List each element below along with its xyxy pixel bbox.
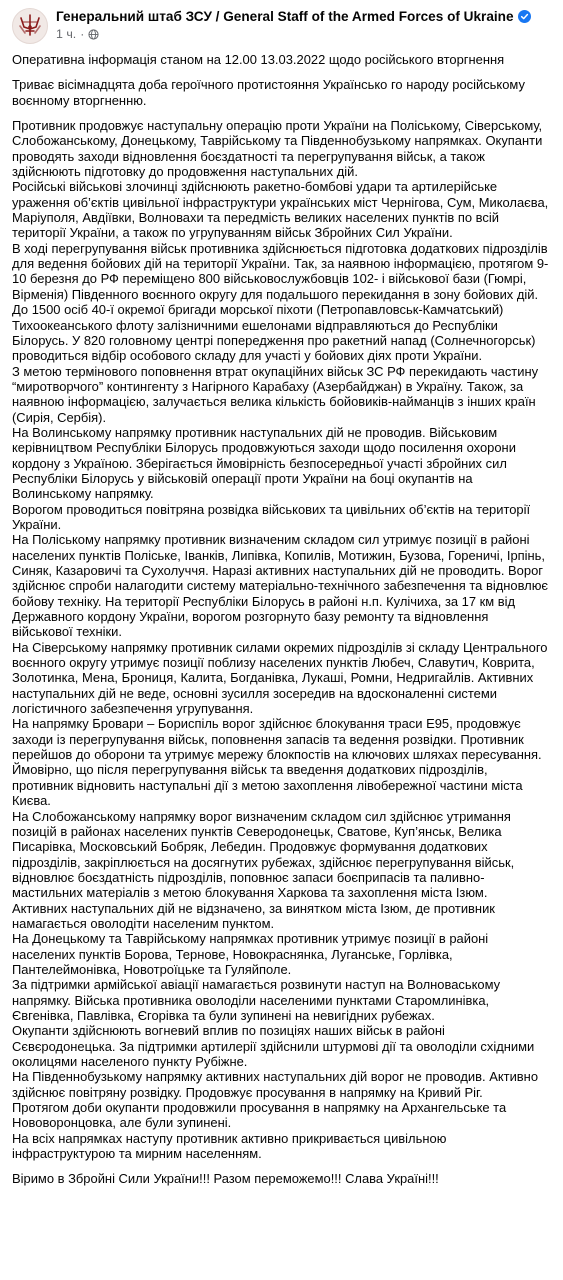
- post-paragraph: Окупанти здійснюють вогневий вплив по позиціях наших військ в районі Сєвєродонецька. За підтримки артилерії здійснили штурмові дії та оволоділи східними околицями населеного пункту Рубіжне.: [12, 1023, 535, 1069]
- post-paragraph: На Південнобузькому напрямку активних наступальних дій ворог не проводив. Активно здійснює повітряну розвідку. Продовжує просування в напрямку на Кривий Ріг.: [12, 1069, 539, 1100]
- post-paragraph: Противник продовжує наступальну операцію проти України на Поліському, Сіверському, Слобожанському, Донецькому, Таврійському та Південнобузькому напрямках. Окупанти проводять заходи відновлення боєздатності та перегрупування військ, а також здійснюють підготовку до продовження наступальних дій.: [12, 118, 543, 180]
- post-paragraph: На Поліському напрямку противник визначеним складом сил утримує позиції в районі населених пунктів Поліське, Іванків, Липівка, Копилів, Мотижин, Бузова, Гореничі, Ірпінь, Синяк, Казаровичі та Сухолуччя. Наразі активних наступальних дій не проводить. Ворог здійснює спроби налагодити систему матеріально-технічного забезпечення та відновлює бойову техніку. На території Республіки Білорусь в районі н.п. Кулічиха, за 17 км від Державного кордону України, ворогом розгорнуто базу ремонту та відновлення військової техніки.: [12, 532, 549, 640]
- post-paragraph: На напрямку Бровари – Бориспіль ворог здійснює блокування траси Е95, продовжує заходи із перегрупування військ, поповнення запасів та ведення розвідки. Противник перейшов до оборони та утримує мережу блокпостів на ключових шляхах пересування. Ймовірно, що після перегрупування військ та введення додаткових підрозділів, противник відновить наступальні дії з метою захоплення лівобережної частини міста Києва.: [12, 716, 542, 809]
- post-closing: Віримо в Збройні Сили України!!! Разом переможемо!!! Слава Україні!!!: [12, 1171, 439, 1187]
- post-paragraphs: [12, 118, 551, 1161]
- avatar[interactable]: [12, 8, 48, 44]
- post-paragraph: Російські військові злочинці здійснюють ракетно-бомбові удари та артилерійське ураження об’єктів цивільної інфраструктури українських міст Чернігова, Сум, Миколаєва, Маріуполя, Авдіївки, Волновахи та передмість великих населених пунктів по всій території України, а також по угрупуванням військ Збройних Сил України.: [12, 179, 549, 241]
- post-paragraph: За підтримки армійської авіації намагається розвинути наступ на Волноваському напрямку. Війська противника оволоділи населеними пунктами Старомлинівка, Євгенівка, Павлівка, Єгорівка та були зупинені на невигідних рубежах.: [12, 977, 501, 1023]
- trident-emblem-icon: [17, 13, 43, 39]
- post-body: [0, 46, 563, 1187]
- post-intro: Оперативна інформація станом на 12.00 13.03.2022 щодо російського вторгнення: [12, 52, 505, 67]
- post-paragraph: Протягом доби окупанти продовжили просування в напрямку на Архангельське та Нововоронцовка, але були зупинені.: [12, 1100, 507, 1131]
- post-paragraph: В ході перегрупування військ противника здійснюється підготовка додаткових підрозділів для ведення бойових дій на території України. Так, за наявною інформацією, протягом 9-10 березня до РФ переміщено 800 військовослужбовців 102- і військової бази (Гюмрі, Вірменія) Південного воєнного округу для подальшого перекидання в зону бойових дій. До 1500 осіб 40-ї окремої бригади морської піхоти (Петропавловськ-Камчатський) Тихоокеанського флоту залізничними ешелонами відправляються до Республіки Білорусь. У 820 головному центрі попередження про ракетний напад (Солнечногорськ) проводиться відбір особового складу для участі у бойових діях проти України.: [12, 240, 549, 364]
- post-paragraph: На Сіверському напрямку противник силами окремих підрозділів зі складу Центрального воєнного округу утримує позиції поблизу населених пунктів Любеч, Славутич, Коврита, Золотинка, Мена, Брониця, Калита, Богданівка, Лукаші, Ромни, Недригайлів. Активних наступальних дій не веде, основні зусилля зосередив на вдосконаленні системи логістичного забезпечення угрупування.: [12, 639, 548, 717]
- post-paragraph: З метою термінового поповнення втрат окупаційних військ ЗС РФ перекидають частину “миротворчого” контингенту з Нагірного Карабаху (Азербайджан) в Україну. Також, за наявною інформацією, залучається велика кількість бойовиків-найманців з інших країн (Сирія, Сербія).: [12, 363, 539, 425]
- verified-badge-icon: [518, 10, 531, 23]
- post-paragraph: Ворогом проводиться повітряна розвідка військових та цивільних об’єктів на території України.: [12, 501, 531, 532]
- post-paragraph: Активних наступальних дій не відзначено, за винятком міста Ізюм, де противник намагається оволодіти населеним пунктом.: [12, 900, 495, 931]
- post-paragraph: На Слобожанському напрямку ворог визначеним складом сил здійснює утримання позицій в районах населених пунктів Северодонецьк, Сватове, Куп’янськ, Велика Писарівка, Московський Бобряк, Лебедин. Продовжує формування додаткових підрозділів, закріплюється на досягнутих рубежах, здійснює перегрупування військ, відновлює боєздатність підрозділів, поповнює запаси боєприпасів та паливно-мастильних матеріалів з метою блокування Харкова та захоплення міста Ізюм.: [12, 808, 515, 901]
- page-name-link[interactable]: Генеральний штаб ЗСУ / General Staff of the Armed Forces of Ukraine: [56, 9, 514, 24]
- post-paragraph: На Донецькому та Таврійському напрямках противник утримує позиції в районі населених пунктів Борова, Тернове, Новокраснянка, Луганське, Горлівка, Пантелеймонівка, Новотроїцьке та Гуляйполе.: [12, 931, 489, 977]
- post-paragraph: На всіх напрямках наступу противник активно прикривається цивільною інфраструктурою та мирним населенням.: [12, 1130, 447, 1162]
- post-paragraph: На Волинському напрямку противник наступальних дій не проводив. Військовим керівництвом Республіки Білорусь продовжуються заходи щодо посилення охорони кордону з Україною. Зберігається ймовірність безпосередньої участі збройних сил Республіки Білорусь у військовій операції проти України на боці окупантів на Волинському напрямку.: [12, 424, 516, 502]
- globe-icon[interactable]: [88, 29, 99, 40]
- post-timestamp[interactable]: 1 ч.: [56, 27, 77, 41]
- post-header: [0, 0, 563, 46]
- post-lead: Триває вісімнадцята доба героїчного протистояння Українсько го народу російському воєнному вторгненню.: [12, 77, 525, 108]
- meta-separator: ·: [80, 27, 85, 41]
